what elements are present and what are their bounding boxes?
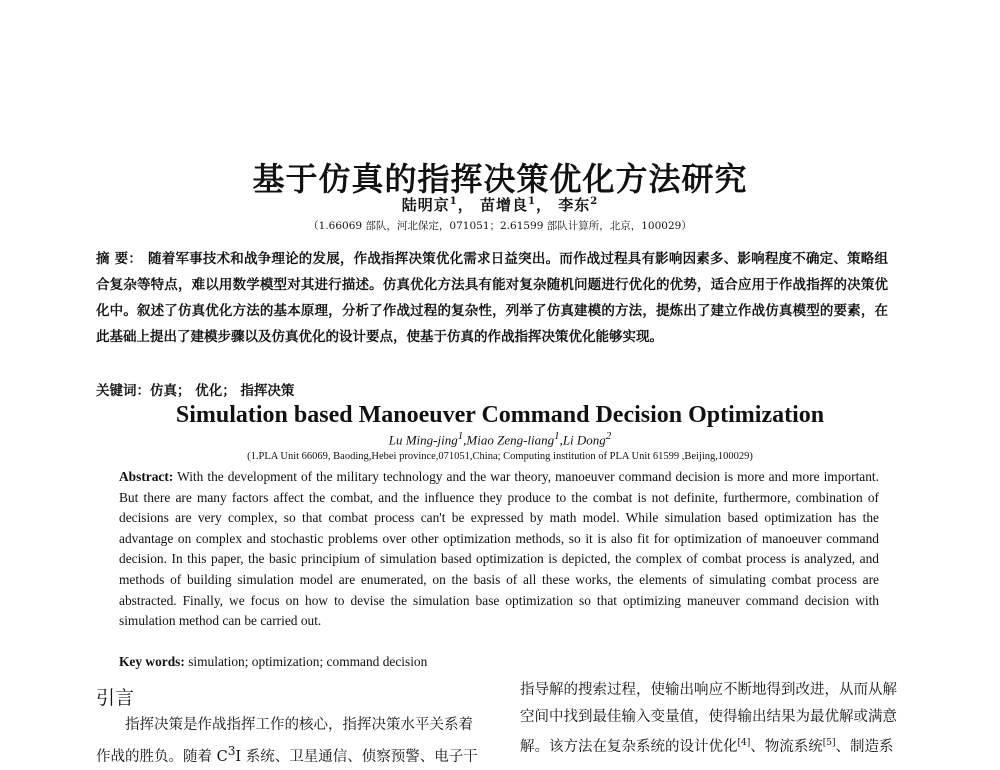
chinese-authors xyxy=(0,194,1000,215)
english-authors xyxy=(0,430,1000,448)
author-sup: 1 xyxy=(528,196,536,207)
superscript: 3 xyxy=(227,744,236,758)
author-sep: , xyxy=(559,432,563,448)
chinese-title: 基于仿真的指挥决策优化方法研究 xyxy=(252,160,748,198)
author-sup: 1 xyxy=(457,430,464,442)
author-sup: 1 xyxy=(554,430,560,442)
citation-ref: [4] xyxy=(737,738,751,748)
body-text: 、制造系 xyxy=(835,738,894,755)
body-line: 指导解的搜索过程，使输出响应不断地得到改进，从而从解 xyxy=(520,682,897,698)
chinese-keywords-text: 仿真； 优化； 指挥决策 xyxy=(150,383,295,399)
author-sup: 2 xyxy=(605,430,612,442)
author-name: 李东 xyxy=(558,196,591,214)
author-sep: ， xyxy=(457,196,474,214)
author-sup: 1 xyxy=(449,196,458,207)
body-text: 解。该方法在复杂系统的设计优化 xyxy=(520,738,738,755)
english-abstract xyxy=(119,467,879,632)
body-left-column xyxy=(96,712,496,770)
chinese-keywords xyxy=(96,379,294,399)
body-text: I 系统、卫星通信、侦察预警、电子干 xyxy=(235,748,478,765)
english-affiliation: (1.PLA Unit 66069, Baoding,Hebei province,071051,China; Computing institution of PLA Unit 61599 ,Beijing,100029) xyxy=(247,451,753,462)
english-keywords-label: Key words: xyxy=(119,654,185,669)
author-name: 陆明京 xyxy=(401,196,450,214)
chinese-abstract-label: 摘 要： xyxy=(96,251,143,267)
body-text: 作战的胜负。随着 C xyxy=(96,748,228,765)
body-paragraph: 指挥决策是作战指挥工作的核心，指挥决策水平关系着 xyxy=(125,717,473,733)
english-abstract-text: With the development of the military technology and the war theory, manoeuver command decision is more and more important. But there are many factors affect the combat, and the influence they produce to the combat is not definite, furthermore, combination of decisions are very complex, so that combat process can't be expressed by math model. While simulation based optimization has the advantage on complex and stochastic problems over other optimization methods, so it is also fit for optimization of manoeuver command decision. In this paper, the basic principium of simulation based optimization is depicted, the complex of combat process is analyzed, and methods of building simulation model are enumerated, on the basis of all these works, the elements of simulating combat process are abstracted. Finally, we focus on how to devise the simulation base optimization so that optimizing maneuver command decision with simulation method can be carried out. xyxy=(119,469,879,629)
english-keywords-text: simulation; optimization; command decision xyxy=(184,654,428,669)
author-name: Lu Ming-jing xyxy=(388,432,458,448)
english-abstract-label: Abstract: xyxy=(119,469,174,484)
english-keywords xyxy=(119,654,427,670)
chinese-keywords-label: 关键词： xyxy=(96,383,150,399)
author-name: Li Dong xyxy=(562,432,606,448)
author-name: 苗增良 xyxy=(480,196,529,214)
english-title: Simulation based Manoeuver Command Decision Optimization xyxy=(175,402,825,428)
body-paragraph xyxy=(96,738,496,770)
body-line xyxy=(520,730,910,760)
chinese-affiliation: （1.66069 部队，河北保定，071051；2.61599 部队计算所，北京，100029） xyxy=(308,220,692,232)
body-right-column xyxy=(520,677,910,760)
body-text: 、物流系统 xyxy=(750,738,823,755)
author-name: Miao Zeng-liang xyxy=(466,432,555,448)
citation-ref: [5] xyxy=(822,738,836,748)
section-heading-intro: 引言 xyxy=(96,687,135,709)
author-sep: ， xyxy=(535,196,552,214)
chinese-abstract xyxy=(96,246,888,350)
body-line: 空间中找到最佳输入变量值，使得输出结果为最优解或满意 xyxy=(520,708,897,725)
author-sup: 2 xyxy=(590,196,599,207)
author-sep: , xyxy=(463,432,467,448)
chinese-abstract-text: 随着军事技术和战争理论的发展，作战指挥决策优化需求日益突出。而作战过程具有影响因素多、影响程度不确定、策略组合复杂等特点，难以用数学模型对其进行描述。仿真优化方法具有能对复杂随机问题进行优化的优势，适合应用于作战指挥的决策优化中。叙述了仿真优化方法的基本原理，分析了作战过程的复杂性，列举了仿真建模的方法，提炼出了建立作战仿真模型的要素，在此基础上提出了建模步骤以及仿真优化的设计要点，使基于仿真的作战指挥决策优化能够实现。 xyxy=(96,251,888,345)
